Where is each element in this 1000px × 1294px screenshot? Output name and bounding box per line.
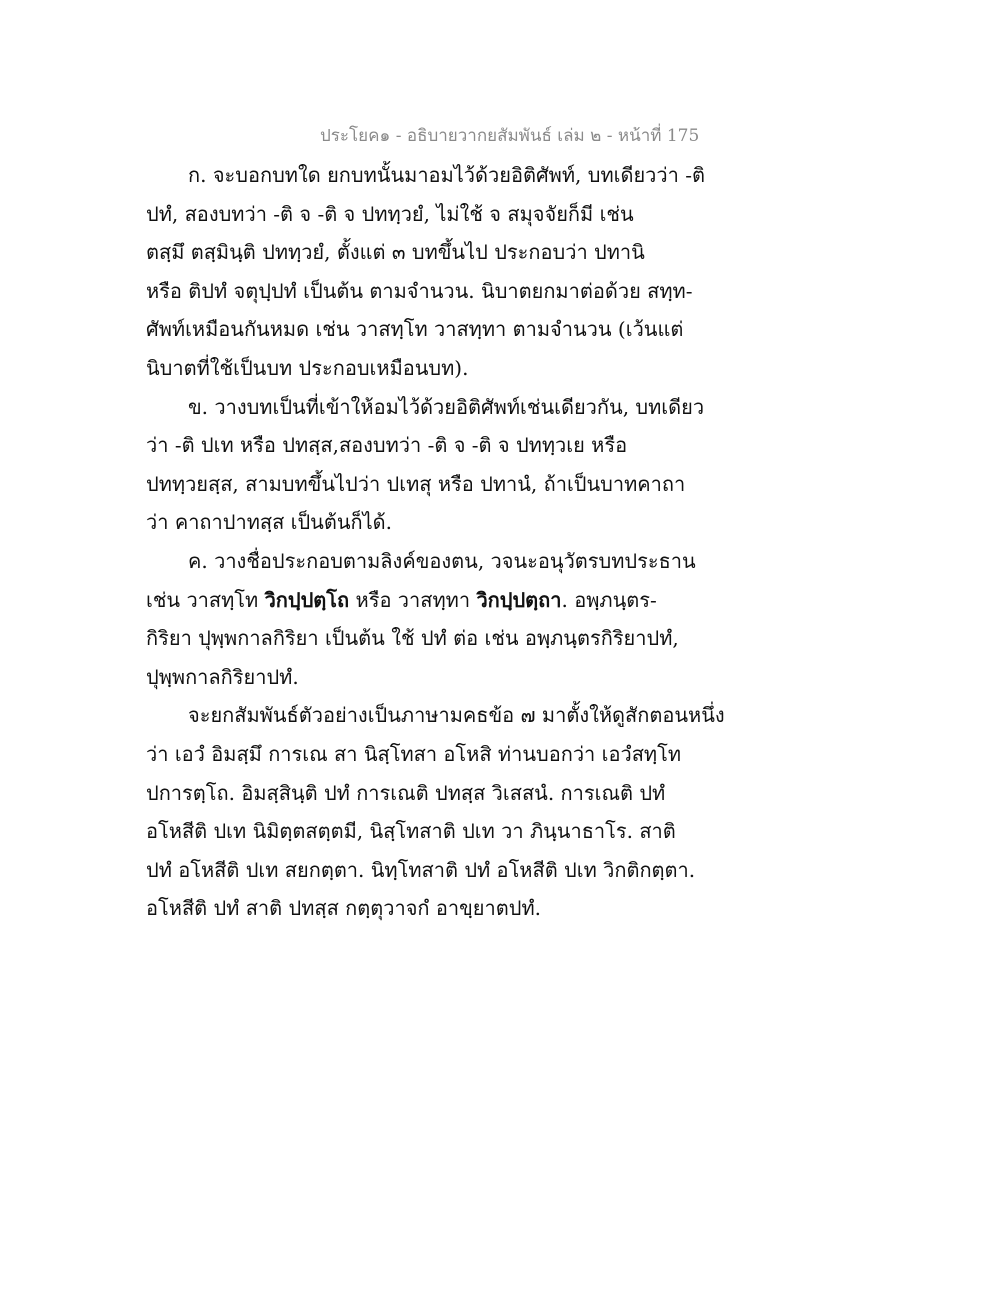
paragraph-example <box>146 696 725 928</box>
text-line: ปทํ อโหสีติ ปเท สยกตฺตา. นิทฺโทสาติ ปทํ อโหสีติ ปเท วิกติกตฺตา. <box>146 857 696 882</box>
paragraph-ka <box>146 156 706 388</box>
text-line: อโหสีติ ปเท นิมิตฺตสตฺตมี, นิสฺโทสาติ ปเท วา ภินฺนาธาโร. สาติ <box>146 819 676 844</box>
text-line: นิบาตที่ใช้เป็นบท ประกอบเหมือนบท). <box>146 355 469 380</box>
paragraph-kho <box>146 542 706 696</box>
text-line: ปททฺวยสฺส, สามบทขึ้นไปว่า ปเทสุ หรือ ปทานํ, ถ้าเป็นบาทคาถา <box>146 471 686 496</box>
text-line: ปุพฺพกาลกิริยาปทํ. <box>146 664 299 689</box>
text-line: อโหสีติ ปทํ สาติ ปทสฺส กตฺตุวาจกํ อาขฺยาตปทํ. <box>146 896 541 921</box>
text-run: เช่น วาสทฺโท <box>146 587 265 612</box>
paragraph-kha <box>146 388 706 542</box>
text-run: หรือ วาสทฺทา <box>349 587 477 612</box>
text-line: จะยกสัมพันธ์ตัวอย่างเป็นภาษามคธข้อ ๗ มาตั้งให้ดูสักตอนหนึ่ง <box>188 703 725 728</box>
text-line: ปการตฺโถ. อิมสฺสินฺติ ปทํ การเณติ ปทสฺส วิเสสนํ. การเณติ ปทํ <box>146 780 666 805</box>
text-line: กิริยา ปุพฺพกาลกิริยา เป็นต้น ใช้ ปทํ ต่อ เช่น อพฺภนฺตรกิริยาปทํ, <box>146 626 679 651</box>
text-line: ว่า -ติ ปเท หรือ ปทสฺส,สองบทว่า -ติ จ -ติ จ ปททฺวเย หรือ <box>146 433 628 458</box>
text-line: ข. วางบทเป็นที่เข้าให้อมไว้ด้วยอิติศัพท์เช่นเดียวกัน, บทเดียว <box>188 394 705 419</box>
text-line: ว่า คาถาปาทสฺส เป็นต้นก็ได้. <box>146 510 393 535</box>
text-line: ว่า เอวํ อิมสฺมึ การเณ สา นิสฺโทสา อโหสิ ท่านบอกว่า เอวํสทฺโท <box>146 741 682 766</box>
bold-term: วิกปฺปตฺถา <box>476 587 562 612</box>
text-line: ค. วางชื่อประกอบตามลิงค์ของตน, วจนะอนุวัตรบทประธาน <box>188 548 696 573</box>
body-text <box>146 156 725 928</box>
text-run: . อพฺภนฺตร- <box>561 587 657 612</box>
bold-term: วิกปฺปตฺโถ <box>264 587 350 612</box>
text-line: หรือ ติปทํ จตุปฺปทํ เป็นต้น ตามจำนวน. นิบาตยกมาต่อด้วย สทฺท- <box>146 278 693 303</box>
text-line: ปทํ, สองบทว่า -ติ จ -ติ จ ปททฺวยํ, ไม่ใช้ จ สมุจจัยก็มี เช่น <box>146 201 634 226</box>
text-line: ก. จะบอกบทใด ยกบทนั้นมาอมไว้ด้วยอิติศัพท์, บทเดียวว่า -ติ <box>188 163 705 187</box>
text-line: ตสฺมึ ตสฺมินฺติ ปททฺวยํ, ตั้งแต่ ๓ บทขึ้นไป ประกอบว่า ปทานิ <box>146 240 645 265</box>
text-line: ศัพท์เหมือนกันหมด เช่น วาสทฺโท วาสทฺทา ตามจำนวน (เว้นแต่ <box>146 317 684 342</box>
text-line-with-bold <box>146 581 706 620</box>
running-header: ประโยค๑ - อธิบายวากยสัมพันธ์ เล่ม ๒ - หน้าที่ 175 <box>320 126 700 146</box>
